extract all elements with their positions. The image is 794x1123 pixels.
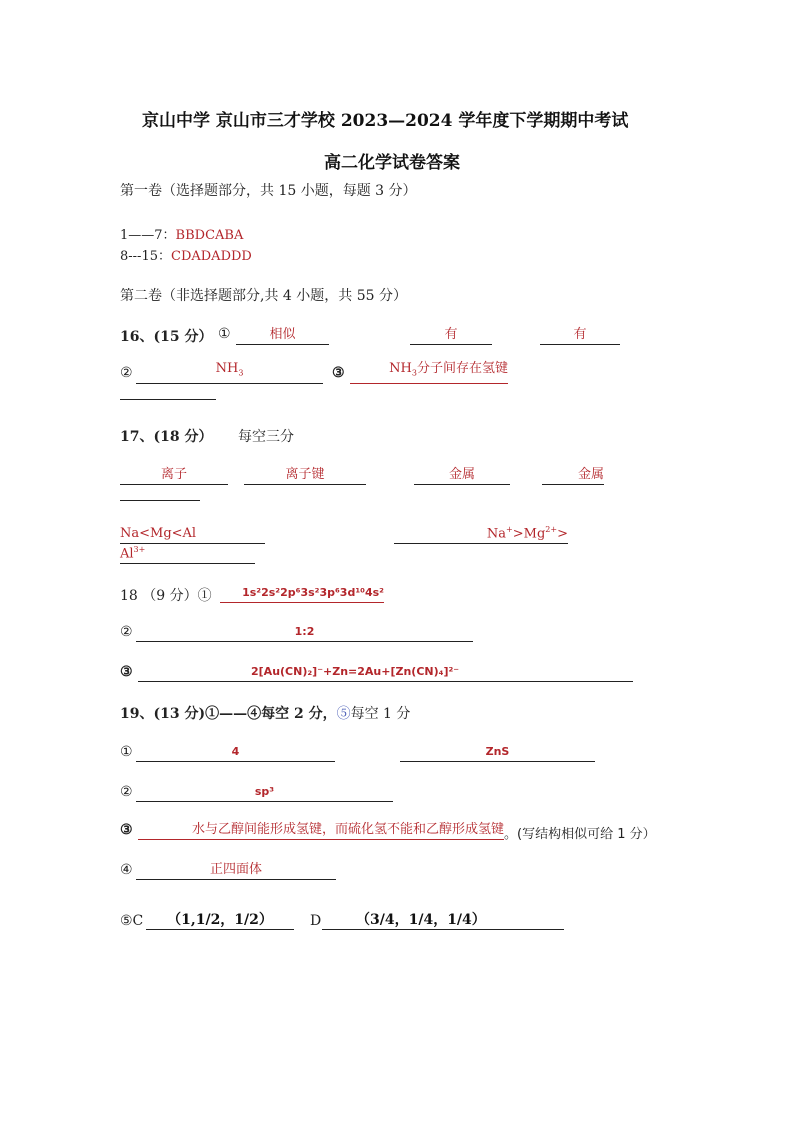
q16-marker-3: ③ [332, 365, 345, 381]
q19-marker-1: ① [120, 744, 133, 760]
q19-marker-4: ④ [120, 862, 133, 878]
q19-answer-6-text: （1,1/2，1/2） [167, 912, 273, 928]
q18-answer-1 [220, 583, 384, 603]
q17-answer-6-cont [120, 544, 255, 564]
q19-answer-7-text: （3/4，1/4，1/4） [356, 912, 486, 928]
q19-marker-3: ③ [120, 822, 133, 838]
q16-answer-1-text: 相似 [269, 327, 296, 342]
q19-answer-6 [146, 908, 294, 930]
q18-answer-3 [138, 662, 633, 682]
q18-answer-2 [136, 622, 473, 642]
q17-answer-6-na: Na [486, 526, 507, 541]
q18-answer-1-text: 1s²2s²2p⁶3s²3p⁶3d¹⁰4s² [242, 586, 384, 599]
q17-answer-1 [120, 465, 228, 485]
part1-row1-label: 1——7： [120, 228, 176, 243]
q19-marker-5c: ⑤C [120, 913, 144, 929]
part1-heading: 第一卷（选择题部分，共 15 小题，每题 3 分） [120, 183, 417, 199]
q19-answer-4-text: 水与乙醇间能形成氢键，而硫化氢不能和乙醇形成氢键 [191, 822, 504, 837]
q16-answer-4-text: NH [215, 361, 239, 377]
q17-answer-3 [414, 465, 510, 485]
q19-marker-5d: D [310, 913, 322, 929]
part1-row2-answers: CDADADDD [171, 249, 252, 264]
q19-answer-4-note: 。(写结构相似可给 1 分） [504, 827, 656, 842]
q16-answer-5-pre: NH [389, 361, 412, 377]
q18-marker-3: ③ [120, 664, 133, 680]
q17-answer-3-text: 金属 [448, 467, 475, 482]
part1-row1-answers: BBDCABA [175, 228, 244, 243]
q17-answer-6-al-charge: 3+ [133, 544, 146, 554]
q17-answer-2 [244, 465, 366, 485]
q19-answer-7 [322, 908, 564, 930]
q17-continuation-line-1 [120, 500, 200, 501]
q16-answer-5 [350, 361, 508, 384]
q19-answer-5 [136, 860, 336, 880]
q19-label-tail: 每空 1 分 [350, 706, 411, 722]
q16-answer-2-text: 有 [444, 327, 458, 342]
q17-note: 每空三分 [238, 429, 294, 445]
q17-label: 17、(18 分） [120, 429, 213, 445]
document-subtitle: 高二化学试卷答案 [324, 153, 460, 173]
q19-answer-4 [138, 820, 504, 840]
q19-answer-2-text: ZnS [485, 745, 510, 758]
q19-label [120, 703, 410, 723]
q17-answer-1-text: 离子 [160, 467, 187, 482]
q17-answer-5-text: Na<Mg<Al [120, 526, 197, 541]
q16-answer-5-post: 分子间存在氢键 [416, 361, 508, 377]
q17-answer-6-gt-2: > [557, 526, 568, 541]
q18-label: 18 （9 分）① [120, 588, 212, 604]
q16-answer-1 [236, 325, 329, 345]
q18-answer-2-text: 1:2 [294, 625, 315, 638]
part2-heading: 第二卷（非选择题部分,共 4 小题，共 55 分） [120, 288, 407, 304]
q17-answer-4 [542, 465, 604, 485]
q18-marker-2: ② [120, 624, 133, 640]
q19-answer-2 [400, 742, 595, 762]
q17-answer-2-text: 离子键 [285, 467, 325, 482]
q19-answer-1-text: 4 [231, 745, 240, 758]
q17-answer-6 [394, 524, 568, 544]
q19-marker-2: ② [120, 784, 133, 800]
q19-label-circled-5: ⑤ [336, 706, 351, 722]
q18-answer-3-text: 2[Au(CN)₂]⁻+Zn=2Au+[Zn(CN)₄]²⁻ [251, 665, 460, 678]
part1-row2-label: 8---15： [120, 249, 171, 264]
q16-answer-5-sub: 3 [411, 369, 417, 378]
q16-answer-4-sub: 3 [238, 369, 244, 378]
q17-answer-6-gt-1: > [512, 526, 524, 541]
q19-answer-5-text: 正四面体 [209, 862, 262, 877]
q17-answer-4-text: 金属 [577, 467, 604, 482]
q19-label-main: 19、(13 分)①——④每空 2 分， [120, 706, 337, 722]
q16-answer-4 [136, 361, 323, 384]
q19-answer-1 [136, 742, 335, 762]
q17-answer-6-al: Al [120, 546, 134, 561]
q16-label: 16、(15 分） [120, 329, 213, 345]
q19-answer-3-text: sp³ [254, 785, 275, 798]
q16-answer-2 [410, 325, 492, 345]
q17-answer-6-mg-charge: 2+ [545, 524, 558, 534]
document-title: 京山中学 京山市三才学校 2023—2024 学年度下学期期中考试 [142, 111, 629, 131]
q16-marker-2: ② [120, 365, 133, 381]
q16-answer-3 [540, 325, 620, 345]
part1-row1 [120, 224, 243, 243]
q16-marker-1: ① [218, 326, 231, 342]
q16-answer-3-text: 有 [573, 327, 587, 342]
q19-answer-3 [136, 782, 393, 802]
q17-answer-6-mg: Mg [523, 526, 546, 541]
q17-answer-6-na-charge: + [506, 524, 513, 534]
part1-row2 [120, 245, 252, 264]
q16-continuation-line [120, 399, 216, 400]
